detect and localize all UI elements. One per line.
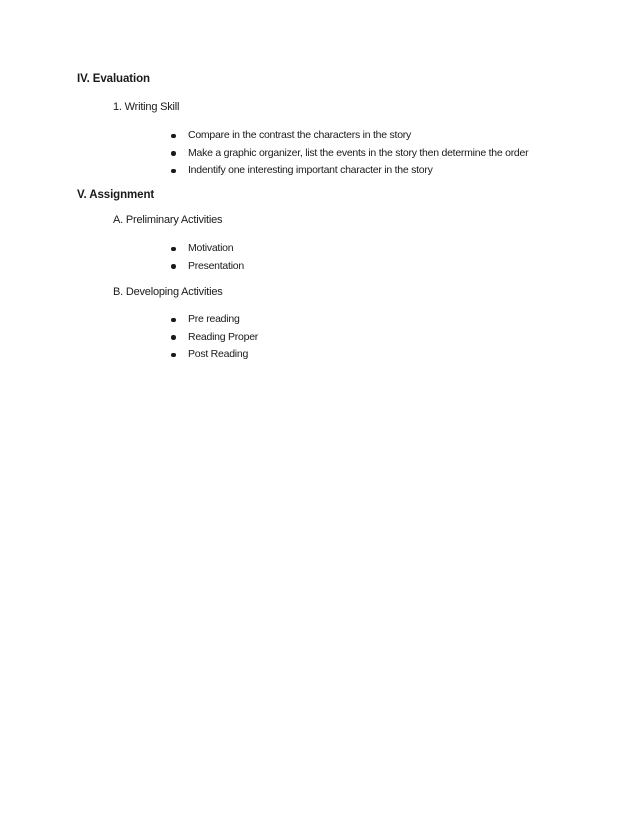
bullet-icon [171,134,176,139]
preliminary-activities-label: A. Preliminary Activities [113,214,223,226]
bullet-icon [171,353,176,358]
writing-skill-label: 1. Writing Skill [113,101,180,113]
document-page: IV. Evaluation 1. Writing Skill Compare in the contrast the characters in the story Make a graphic organizer, list the events in the story then determine the order Indentify one interesting important character in the story V. Assignment A. Preliminary Activities Motivation Presentation B. Developing Activities Pre reading Reading Proper Post Reading [77,73,529,360]
bullet-icon [171,169,176,174]
assignment-heading: V. Assignment [77,189,155,201]
evaluation-heading: IV. Evaluation [77,73,150,85]
developing-activities-label: B. Developing Activities [113,286,223,298]
bullet-icon [171,318,176,323]
bullet-icon [171,264,176,269]
bullet-icon [171,151,176,156]
bullet-icon [171,335,176,340]
bullet-icon [171,247,176,252]
